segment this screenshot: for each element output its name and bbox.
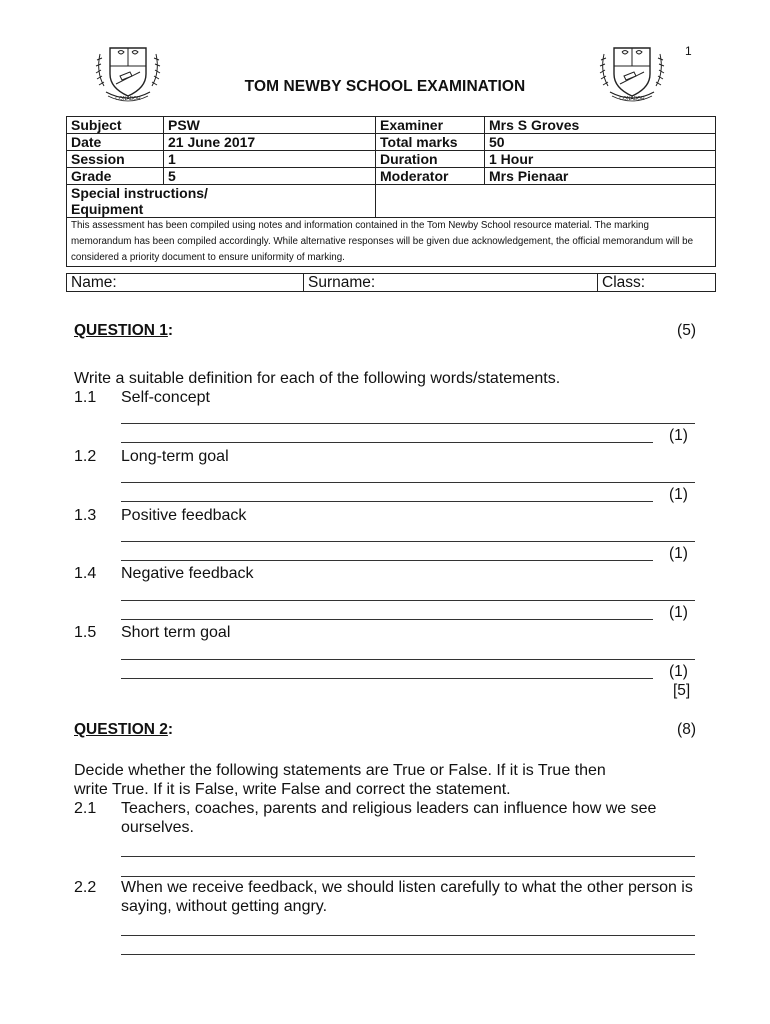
exam-title: TOM NEWBY SCHOOL EXAMINATION — [244, 78, 526, 95]
grade-label: Grade — [67, 168, 164, 185]
question-1-instruction: Write a suitable definition for each of the following words/statements. — [74, 370, 561, 387]
question-2-title: QUESTION 2 — [74, 721, 168, 738]
question-2-instruction-line1: Decide whether the following statements are True or False. If it is True then — [74, 762, 606, 779]
question-1-total: [5] — [673, 682, 691, 699]
item-number: 1.2 — [74, 448, 97, 465]
question-2-colon: : — [167, 721, 174, 738]
grade-value: 5 — [164, 168, 376, 185]
school-crest-left — [92, 42, 164, 106]
question-1-5 — [74, 623, 230, 642]
item-number: 2.1 — [74, 800, 97, 817]
item-number: 1.1 — [74, 389, 97, 406]
item-mark: (1) — [669, 486, 688, 503]
question-1-title: QUESTION 1 — [74, 322, 168, 339]
item-number: 2.2 — [74, 879, 97, 896]
question-2-instruction-line2: write True. If it is False, write False and correct the statement. — [74, 781, 511, 798]
moderator-value: Mrs Pienaar — [485, 168, 716, 185]
assessment-note: This assessment has been compiled using notes and information contained in the Tom Newby School resource material. The marking memorandum has been compiled accordingly. While alternative responses will be given due acknowledgement, the official memorandum will be considered a priority document to ensure uniformity of marking. — [67, 218, 716, 267]
item-text: Teachers, coaches, parents and religious leaders can influence how we see ourselves. — [121, 800, 657, 836]
question-2-1 — [74, 799, 699, 837]
special-label-line1: Special instructions/ — [71, 185, 208, 201]
answer-line[interactable] — [121, 482, 695, 483]
surname-field[interactable]: Surname: — [304, 274, 598, 292]
item-text: Long-term goal — [121, 448, 229, 465]
question-1-colon: : — [167, 322, 174, 339]
answer-line[interactable] — [121, 856, 695, 857]
answer-line[interactable] — [121, 423, 695, 424]
session-label: Session — [67, 151, 164, 168]
question-2-marks: (8) — [677, 721, 696, 738]
duration-label: Duration — [376, 151, 485, 168]
question-1-2 — [74, 447, 229, 466]
answer-line[interactable] — [121, 678, 653, 679]
special-instructions-value — [376, 185, 716, 218]
answer-line[interactable] — [121, 876, 695, 877]
crest-motto-left: CONABOR — [115, 96, 141, 102]
item-text: Short term goal — [121, 624, 231, 641]
question-1-heading — [74, 322, 696, 340]
item-number: 1.5 — [74, 624, 97, 641]
special-label-line2: Equipment — [71, 201, 144, 217]
answer-line[interactable] — [121, 501, 653, 502]
item-number: 1.3 — [74, 507, 97, 524]
special-instructions-label — [67, 185, 376, 218]
question-1-1 — [74, 388, 210, 407]
subject-value: PSW — [164, 117, 376, 134]
examiner-value: Mrs S Groves — [485, 117, 716, 134]
question-2-2 — [74, 878, 699, 916]
item-text: When we receive feedback, we should listen carefully to what the other person is saying, without getting angry. — [121, 879, 693, 915]
exam-info-table — [66, 116, 716, 267]
answer-line[interactable] — [121, 442, 653, 443]
answer-line[interactable] — [121, 619, 653, 620]
name-field[interactable]: Name: — [67, 274, 304, 292]
item-mark: (1) — [669, 427, 688, 444]
answer-line[interactable] — [121, 935, 695, 936]
examiner-label: Examiner — [376, 117, 485, 134]
crest-motto-right: CONABOR — [619, 96, 645, 102]
item-mark: (1) — [669, 604, 688, 621]
student-details-table — [66, 273, 716, 292]
item-number: 1.4 — [74, 565, 97, 582]
total-marks-value: 50 — [485, 134, 716, 151]
total-marks-label: Total marks — [376, 134, 485, 151]
date-label: Date — [67, 134, 164, 151]
answer-line[interactable] — [121, 560, 653, 561]
question-1-marks: (5) — [677, 322, 696, 339]
item-text: Positive feedback — [121, 507, 247, 524]
answer-line[interactable] — [121, 954, 695, 955]
item-mark: (1) — [669, 545, 688, 562]
school-crest-right — [596, 42, 668, 106]
page-number: 1 — [685, 44, 692, 58]
question-2-heading — [74, 721, 696, 739]
class-field[interactable]: Class: — [598, 274, 716, 292]
date-value: 21 June 2017 — [164, 134, 376, 151]
item-text: Self-concept — [121, 389, 210, 406]
answer-line[interactable] — [121, 541, 695, 542]
item-mark: (1) — [669, 663, 688, 680]
answer-line[interactable] — [121, 600, 695, 601]
subject-label: Subject — [67, 117, 164, 134]
question-1-3 — [74, 506, 246, 525]
moderator-label: Moderator — [376, 168, 485, 185]
session-value: 1 — [164, 151, 376, 168]
item-text: Negative feedback — [121, 565, 254, 582]
question-1-4 — [74, 564, 254, 583]
duration-value: 1 Hour — [485, 151, 716, 168]
answer-line[interactable] — [121, 659, 695, 660]
